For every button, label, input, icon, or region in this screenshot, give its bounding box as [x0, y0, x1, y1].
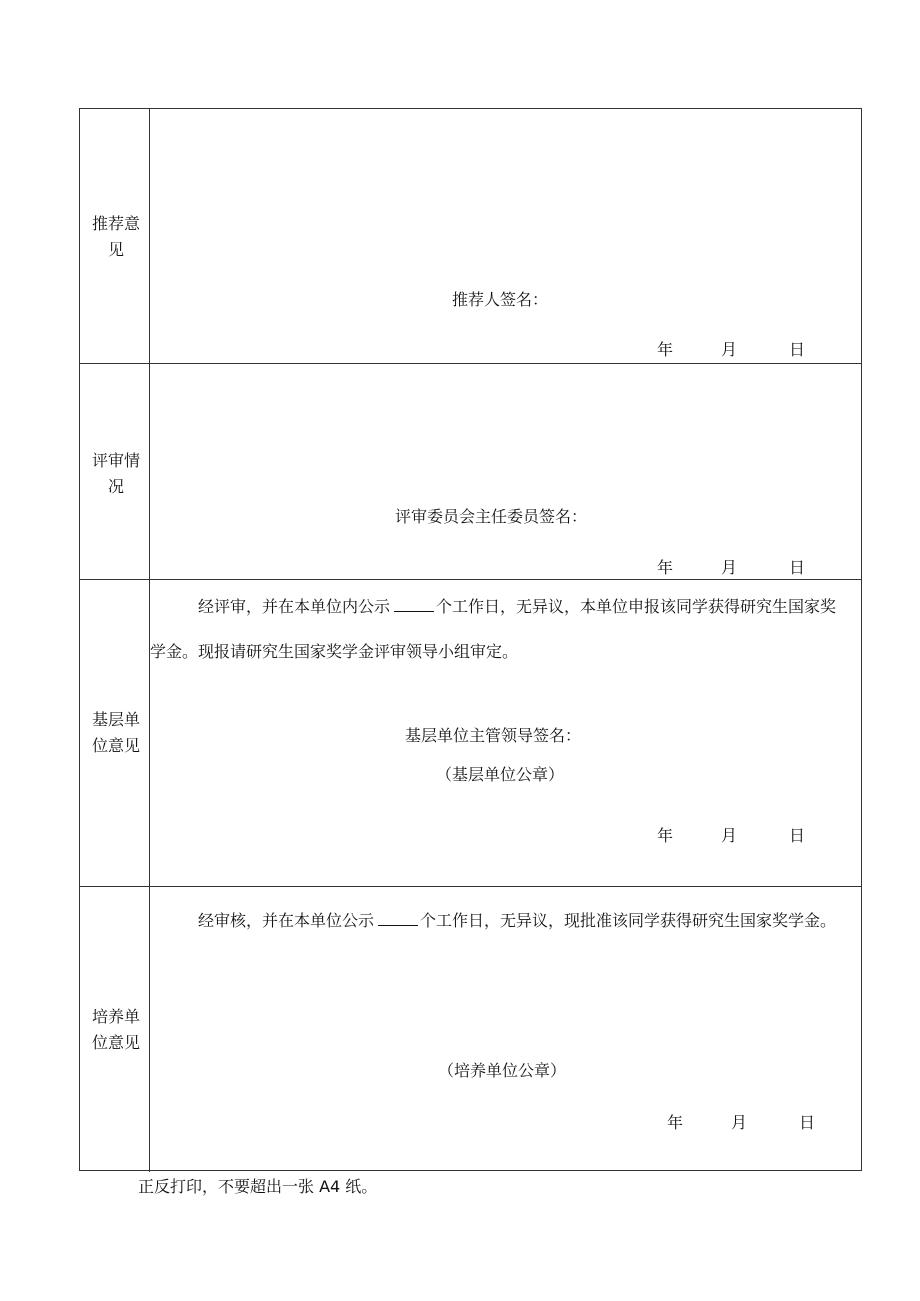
opinion-form-table [79, 108, 862, 1171]
grassroots-label: 基层单位意见 [91, 710, 140, 755]
date-day: 日 [789, 340, 806, 359]
recommender-signature-label: 推荐人签名： [452, 290, 549, 309]
recommendation-row [80, 109, 861, 363]
grassroots-text-part2: 个工作日，无异议，本单位申报该同学获得研究生国家奖学金。现报请研究生国家奖学金评审领导小组审定。 [150, 597, 837, 661]
recommendation-content-cell [150, 109, 861, 363]
grassroots-text-part1: 经评审，并在本单位内公示 [198, 597, 391, 616]
training-opinion-row [80, 886, 861, 1172]
recommendation-label: 推荐意见 [91, 214, 140, 259]
date-year: 年 [657, 340, 674, 359]
print-note: 正反打印，不要超出一张 A4 纸。 [138, 1177, 378, 1196]
training-seal-label: （培养单位公章） [438, 1061, 567, 1080]
training-text-part2: 个工作日，无异议，现批准该同学获得研究生国家奖学金。 [420, 911, 837, 930]
date-month: 月 [721, 826, 738, 845]
review-label: 评审情况 [91, 451, 140, 496]
date-day: 日 [789, 826, 806, 845]
date-month: 月 [721, 558, 738, 577]
training-opinion-text [150, 898, 849, 943]
date-day: 日 [799, 1113, 816, 1132]
date-day: 日 [789, 558, 806, 577]
review-date [150, 558, 861, 578]
recommendation-label-cell [80, 109, 150, 363]
publicity-days-blank[interactable] [378, 911, 418, 926]
date-year: 年 [657, 558, 674, 577]
grassroots-content-cell [150, 580, 861, 886]
training-date [150, 1113, 861, 1133]
date-year: 年 [667, 1113, 684, 1132]
training-label-cell [80, 887, 150, 1172]
review-label-cell [80, 364, 150, 579]
grassroots-date [150, 826, 861, 846]
recommendation-date [150, 340, 861, 360]
review-chair-signature-label: 评审委员会主任委员签名： [395, 507, 588, 526]
grassroots-opinion-text [150, 584, 849, 674]
publicity-days-blank[interactable] [394, 597, 434, 612]
grassroots-seal-label: （基层单位公章） [436, 765, 565, 784]
grassroots-leader-signature-label: 基层单位主管领导签名： [405, 726, 582, 745]
date-month: 月 [721, 340, 738, 359]
training-text-part1: 经审核，并在本单位公示 [198, 911, 375, 930]
grassroots-opinion-row [80, 579, 861, 886]
date-month: 月 [731, 1113, 748, 1132]
grassroots-label-cell [80, 580, 150, 886]
training-label: 培养单位意见 [91, 1007, 140, 1052]
review-row [80, 363, 861, 579]
date-year: 年 [657, 826, 674, 845]
review-content-cell [150, 364, 861, 579]
training-content-cell [150, 887, 861, 1172]
